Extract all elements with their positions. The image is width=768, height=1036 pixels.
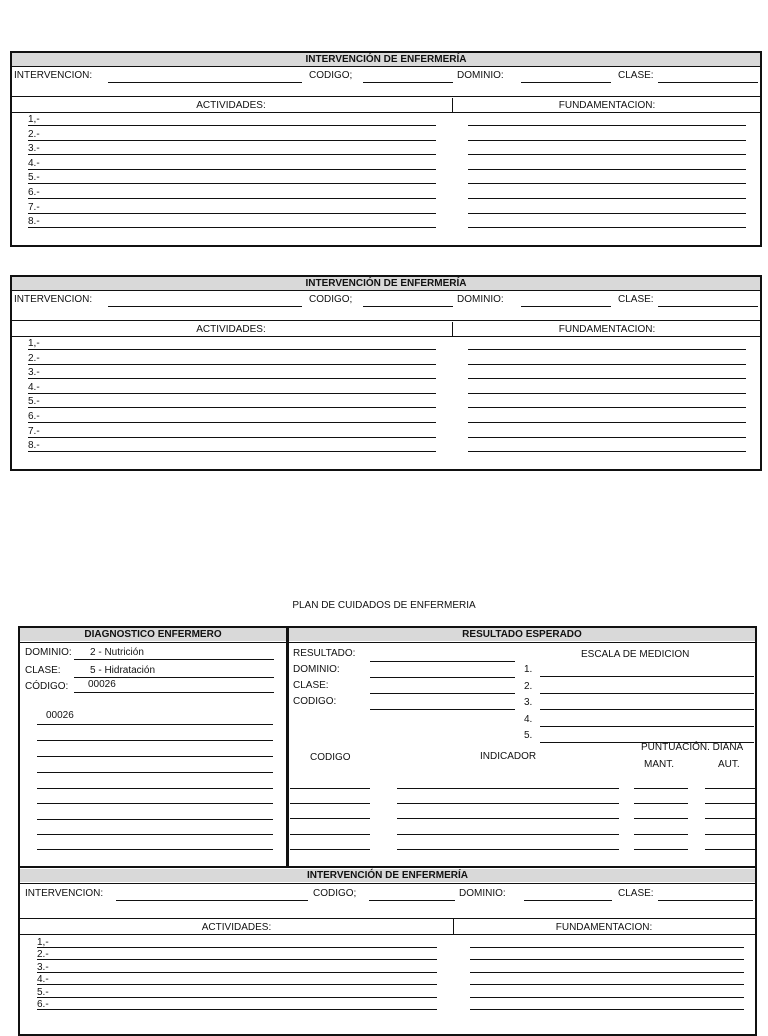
fundamentacion-line[interactable] xyxy=(468,227,746,228)
intervencion-field[interactable] xyxy=(116,900,308,901)
actividad-item: 8.- xyxy=(28,216,40,228)
mant-cell-line[interactable] xyxy=(634,818,688,819)
actividad-item: 3.- xyxy=(37,961,49,973)
intervencion-label: INTERVENCION: xyxy=(14,70,93,81)
diagnostico-line[interactable] xyxy=(37,740,273,741)
actividad-item: 4.- xyxy=(28,381,40,393)
actividad-line[interactable] xyxy=(28,198,436,199)
diagnostico-line[interactable] xyxy=(37,772,273,773)
fundamentacion-line[interactable] xyxy=(468,125,746,126)
diagnostico-line[interactable] xyxy=(37,724,273,725)
codigo-cell-line[interactable] xyxy=(290,803,370,804)
mant-cell-line[interactable] xyxy=(634,788,688,789)
res-codigo-label: CODIGO: xyxy=(293,696,337,707)
diag-dominio-label: DOMINIO: xyxy=(25,647,72,658)
escala-item: 3. xyxy=(524,697,533,708)
diagnostico-line[interactable] xyxy=(37,819,273,820)
diagnostico-line[interactable] xyxy=(37,803,273,804)
dominio-field[interactable] xyxy=(521,306,611,307)
fundamentacion-line[interactable] xyxy=(468,422,746,423)
actividad-line[interactable] xyxy=(28,378,436,379)
actividad-item: 6.- xyxy=(28,187,40,198)
clase-label: CLASE: xyxy=(618,294,654,305)
fundamentacion-line[interactable] xyxy=(468,183,746,184)
clase-field[interactable] xyxy=(658,82,758,83)
plan-title: PLAN DE CUIDADOS DE ENFERMERIA xyxy=(292,600,476,611)
escala-label: ESCALA DE MEDICION xyxy=(581,649,690,660)
actividad-line[interactable] xyxy=(28,349,436,350)
fundamentacion-line[interactable] xyxy=(470,1009,744,1010)
clase-field[interactable] xyxy=(658,900,753,901)
diag-codigo-label: CÓDIGO: xyxy=(25,681,69,692)
fundamentacion-line[interactable] xyxy=(468,378,746,379)
escala-line[interactable] xyxy=(540,726,754,727)
col-puntuacion: PUNTUACIÓN. DIANA xyxy=(641,742,744,753)
fundamentacion-line[interactable] xyxy=(468,437,746,438)
fundamentacion-label: FUNDAMENTACION: xyxy=(558,100,656,111)
actividad-item: 1,- xyxy=(37,937,49,948)
actividad-item: 1,- xyxy=(28,338,40,349)
actividad-line[interactable] xyxy=(37,984,437,985)
codigo-cell-line[interactable] xyxy=(290,834,370,835)
res-resultado-label: RESULTADO: xyxy=(293,648,356,659)
dominio-field[interactable] xyxy=(521,82,611,83)
fundamentacion-line[interactable] xyxy=(468,140,746,141)
mant-cell-line[interactable] xyxy=(634,834,688,835)
actividad-line[interactable] xyxy=(28,154,436,155)
escala-line[interactable] xyxy=(540,693,754,694)
indicador-cell-line[interactable] xyxy=(397,788,619,789)
diag-clase-value[interactable]: 5 - Hidratación xyxy=(90,665,156,676)
escala-line[interactable] xyxy=(540,676,754,677)
fundamentacion-line[interactable] xyxy=(470,959,744,960)
col-indicador: INDICADOR xyxy=(480,751,537,762)
fundamentacion-line[interactable] xyxy=(468,169,746,170)
actividades-label: ACTIVIDADES: xyxy=(196,324,266,335)
intervention-header: INTERVENCIÓN DE ENFERMERÍA xyxy=(12,277,760,290)
aut-cell-line[interactable] xyxy=(705,803,755,804)
fundamentacion-label: FUNDAMENTACION: xyxy=(555,922,653,933)
fundamentacion-line[interactable] xyxy=(470,997,744,998)
actividad-line[interactable] xyxy=(37,947,437,948)
actividad-item: 5.- xyxy=(28,396,40,408)
indicador-cell-line[interactable] xyxy=(397,818,619,819)
actividad-item: 6.- xyxy=(37,999,49,1010)
codigo-label: CODIGO; xyxy=(309,70,353,81)
intervention-header: INTERVENCIÓN DE ENFERMERÍA xyxy=(12,53,760,66)
diag-clase-label: CLASE: xyxy=(25,665,61,676)
diag-note[interactable]: 00026 xyxy=(46,710,74,721)
intervencion-field[interactable] xyxy=(108,82,302,83)
resultado-header: RESULTADO ESPERADO xyxy=(289,628,755,641)
actividad-item: 3.- xyxy=(28,367,40,379)
actividad-line[interactable] xyxy=(37,1009,437,1010)
dominio-label: DOMINIO: xyxy=(457,294,504,305)
dominio-field[interactable] xyxy=(524,900,612,901)
fundamentacion-line[interactable] xyxy=(468,364,746,365)
fundamentacion-line[interactable] xyxy=(470,972,744,973)
actividad-line[interactable] xyxy=(37,997,437,998)
indicador-cell-line[interactable] xyxy=(397,849,619,850)
diag-codigo-value[interactable]: 00026 xyxy=(88,679,116,690)
diagnostico-header: DIAGNOSTICO ENFERMERO xyxy=(20,628,286,641)
actividad-item: 2.- xyxy=(37,949,49,961)
mant-cell-line[interactable] xyxy=(634,803,688,804)
codigo-label: CODIGO; xyxy=(313,888,357,899)
codigo-cell-line[interactable] xyxy=(290,788,370,789)
actividad-line[interactable] xyxy=(28,183,436,184)
fundamentacion-line[interactable] xyxy=(470,947,744,948)
actividad-line[interactable] xyxy=(28,422,436,423)
actividad-line[interactable] xyxy=(37,972,437,973)
codigo-cell-line[interactable] xyxy=(290,849,370,850)
actividad-line[interactable] xyxy=(28,125,436,126)
col-mant: MANT. xyxy=(644,759,674,770)
actividad-line[interactable] xyxy=(28,364,436,365)
codigo-cell-line[interactable] xyxy=(290,818,370,819)
codigo-field[interactable] xyxy=(363,82,453,83)
escala-item: 2. xyxy=(524,680,533,692)
diag-dominio-value[interactable]: 2 - Nutrición xyxy=(90,647,144,658)
actividad-item: 2.- xyxy=(28,352,40,364)
indicador-cell-line[interactable] xyxy=(397,834,619,835)
fundamentacion-line[interactable] xyxy=(468,407,746,408)
codigo-field[interactable] xyxy=(363,306,453,307)
codigo-field[interactable] xyxy=(369,900,455,901)
clase-label: CLASE: xyxy=(618,888,654,899)
escala-line[interactable] xyxy=(540,709,754,710)
actividad-line[interactable] xyxy=(28,227,436,228)
aut-cell-line[interactable] xyxy=(705,834,755,835)
actividad-item: 4.- xyxy=(37,974,49,986)
fundamentacion-line[interactable] xyxy=(468,198,746,199)
plan-table xyxy=(18,626,757,1036)
actividad-item: 2.- xyxy=(28,128,40,140)
intervencion-label: INTERVENCION: xyxy=(14,294,93,305)
fundamentacion-line[interactable] xyxy=(470,984,744,985)
actividad-line[interactable] xyxy=(37,959,437,960)
actividad-item: 1,- xyxy=(28,114,40,125)
actividad-item: 6.- xyxy=(28,411,40,422)
actividad-line[interactable] xyxy=(28,451,436,452)
clase-label: CLASE: xyxy=(618,70,654,81)
diagnostico-line[interactable] xyxy=(37,834,273,835)
intervencion-field[interactable] xyxy=(108,306,302,307)
fundamentacion-line[interactable] xyxy=(468,393,746,394)
mant-cell-line[interactable] xyxy=(634,849,688,850)
fundamentacion-line[interactable] xyxy=(468,213,746,214)
dominio-label: DOMINIO: xyxy=(459,888,506,899)
diagnostico-line[interactable] xyxy=(37,756,273,757)
actividad-item: 7.- xyxy=(28,425,40,437)
actividad-line[interactable] xyxy=(28,140,436,141)
aut-cell-line[interactable] xyxy=(705,818,755,819)
escala-item: 5. xyxy=(524,730,533,741)
escala-item: 4. xyxy=(524,713,533,725)
actividad-line[interactable] xyxy=(28,393,436,394)
actividad-line[interactable] xyxy=(28,407,436,408)
intervencion-label: INTERVENCION: xyxy=(25,888,104,899)
actividades-label: ACTIVIDADES: xyxy=(196,100,266,111)
actividad-item: 3.- xyxy=(28,143,40,155)
escala-item: 1. xyxy=(524,664,533,675)
dominio-label: DOMINIO: xyxy=(457,70,504,81)
diagnostico-line[interactable] xyxy=(37,849,273,850)
col-codigo: CODIGO xyxy=(310,752,351,763)
plan-intervention-header: INTERVENCIÓN DE ENFERMERÍA xyxy=(20,869,755,882)
codigo-label: CODIGO; xyxy=(309,294,353,305)
actividad-item: 5.- xyxy=(37,986,49,998)
actividad-line[interactable] xyxy=(28,169,436,170)
res-dominio-label: DOMINIO: xyxy=(293,664,340,675)
col-aut: AUT. xyxy=(718,759,740,770)
actividad-item: 8.- xyxy=(28,440,40,452)
actividad-item: 7.- xyxy=(28,201,40,213)
actividad-item: 4.- xyxy=(28,157,40,169)
aut-cell-line[interactable] xyxy=(705,849,755,850)
actividades-label: ACTIVIDADES: xyxy=(201,922,272,933)
clase-field[interactable] xyxy=(658,306,758,307)
aut-cell-line[interactable] xyxy=(705,788,755,789)
actividad-line[interactable] xyxy=(28,213,436,214)
diagnostico-line[interactable] xyxy=(37,788,273,789)
fundamentacion-line[interactable] xyxy=(468,154,746,155)
fundamentacion-line[interactable] xyxy=(468,349,746,350)
actividad-line[interactable] xyxy=(28,437,436,438)
actividad-item: 5.- xyxy=(28,172,40,184)
fundamentacion-label: FUNDAMENTACION: xyxy=(558,324,656,335)
fundamentacion-line[interactable] xyxy=(468,451,746,452)
res-clase-label: CLASE: xyxy=(293,680,329,691)
indicador-cell-line[interactable] xyxy=(397,803,619,804)
